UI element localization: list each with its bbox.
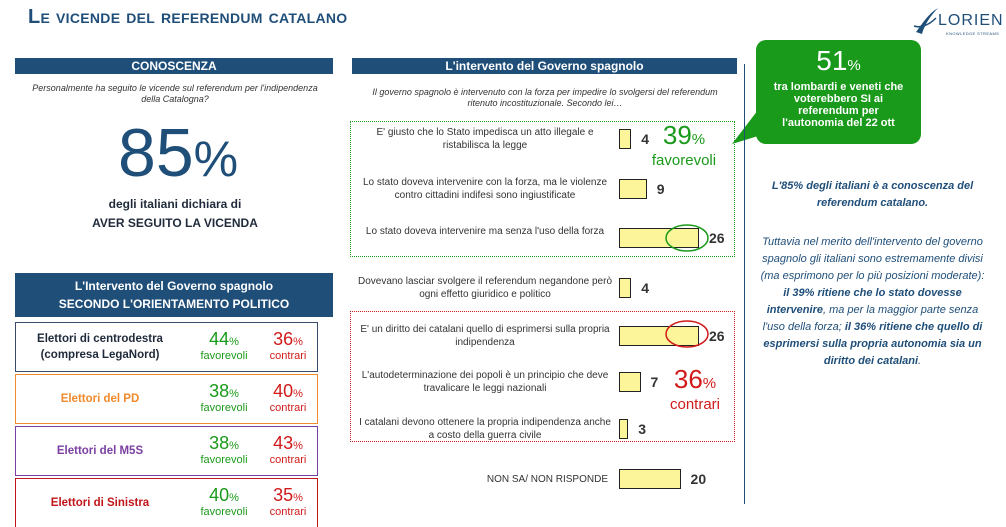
politics-con: 36% contrari (260, 332, 316, 363)
politics-con-value: 40 (273, 381, 294, 401)
favorable-total-value: 39 (662, 120, 692, 150)
contrary-total: 36% contrari (660, 370, 730, 414)
intervention-question: Il governo spagnolo è intervenuto con la forza per impedire lo svolgersi del referendum ritenuto incostituzionale. Secondo lei… (372, 87, 718, 108)
chart-bar (619, 372, 641, 392)
chart-value-label: 20 (690, 471, 707, 487)
chart-category-label: Lo stato doveva intervenire ma senza l'uso della forza (365, 226, 605, 237)
logo-tagline: KNOWLEDGE STREAMS (946, 31, 1000, 36)
politics-con: 43% contrari (260, 436, 316, 467)
chart-value-label: 4 (641, 280, 650, 296)
chart-category-label: NON SA/ NON RISPONDE (486, 474, 608, 485)
politics-row (15, 478, 318, 527)
politics-con-value: 35 (273, 485, 294, 505)
politics-fav-value: 38 (209, 381, 230, 401)
knowledge-question: Personalmente ha seguito le vicende sul referendum per l'indipendenza della Catalogna? (32, 83, 318, 104)
divider-line (744, 64, 745, 504)
contrary-total-label: contrari (669, 396, 721, 413)
politics-fav: 40% favorevoli (194, 488, 254, 519)
chart-category-label: E' giusto che lo Stato impedisca un atto illegale e ristabilisca la legge (376, 127, 594, 151)
politics-header-line2: SECONDO L'ORIENTAMENTO POLITICO (58, 297, 290, 311)
politics-row-label: Elettori di Sinistra (50, 497, 150, 509)
politics-con-value: 36 (273, 329, 294, 349)
politics-header (15, 273, 333, 317)
knowledge-caption (30, 195, 320, 233)
politics-fav: 38% favorevoli (194, 436, 254, 467)
summary-text: Tuttavia nel merito dell'intervento del governo spagnolo gli italiani sono estremamente divisi (ma esprimono per lo più posizioni moderate): il 39% ritiene che lo stato dovesse intervenire, ma per la maggior parte senza l'uso della forza; il 36% ritiene che quello di esprimersi sulla propria autonomia sia un diritto dei catalani. (760, 236, 985, 367)
politics-fav: 44% favorevoli (194, 332, 254, 363)
chart-value-label: 7 (650, 374, 659, 390)
knowledge-pct: % (193, 131, 239, 187)
politics-row-label: Elettori del PD (60, 393, 140, 405)
politics-fav: 38% favorevoli (194, 384, 254, 415)
summary-headline: L'85% degli italiani è a conoscenza del referendum catalano. (771, 180, 974, 209)
politics-row (15, 426, 318, 476)
chart-bar (619, 179, 647, 199)
chart-bar (619, 469, 681, 489)
politics-header-line1: L'Intervento del Governo spagnolo (74, 279, 274, 293)
knowledge-line1: degli italiani dichiara di (108, 197, 242, 211)
knowledge-value (118, 115, 318, 194)
politics-con: 40% contrari (260, 384, 316, 415)
politics-fav-value: 38 (209, 433, 230, 453)
knowledge-number: 85 (118, 115, 194, 191)
favorable-total: 39% favorevoli (638, 126, 730, 170)
chart-value-label: 9 (656, 181, 665, 197)
politics-row-label: Elettori di centrodestra (compresa LegaNord) (37, 333, 163, 361)
page-title: Le vicende del referendum catalano (28, 6, 348, 28)
chart-value-label: 26 (709, 230, 725, 246)
politics-con-label: contrari (269, 506, 307, 518)
favorable-total-label: favorevoli (651, 152, 717, 169)
chart-category-label: E' un diritto dei catalani quello di esprimersi sulla propria indipendenza (360, 324, 610, 348)
chart-category-label: Dovevano lasciar svolgere il referendum negandone però ogni effetto giuridico e politico (357, 276, 613, 300)
knowledge-header: CONOSCENZA (15, 58, 333, 74)
chart-category-label: Lo stato doveva intervenire con la forza, ma le violenze contro cittadini indifesi sono ingiustificate (362, 177, 608, 201)
highlight-ellipse-red (665, 319, 711, 349)
intervention-header: L'intervento del Governo spagnolo (352, 58, 737, 74)
chart-bar (619, 278, 631, 298)
chart-value-label: 3 (638, 421, 647, 437)
chart-category-label: I catalani devono ottenere la propria indipendenza anche a costo della guerra civile (359, 417, 611, 441)
chart-category-label: L'autodeterminazione dei popoli è un principio che deve travalicare le leggi nazionali (361, 370, 609, 394)
politics-row (15, 374, 318, 424)
politics-con-label: contrari (269, 350, 307, 362)
politics-fav-label: favorevoli (200, 454, 248, 466)
politics-con: 35% contrari (260, 488, 316, 519)
highlight-ellipse-green (665, 223, 711, 253)
politics-row (15, 322, 318, 372)
chart-bar (619, 419, 628, 439)
politics-fav-label: favorevoli (200, 350, 248, 362)
callout-value: 51% (816, 45, 861, 76)
politics-row-label: Elettori del M5S (56, 445, 144, 457)
chart-value-label: 4 (641, 131, 650, 147)
chart-bar (619, 129, 631, 149)
lorien-logo (912, 4, 1004, 40)
callout-pointer (728, 110, 762, 150)
politics-fav-value: 40 (209, 485, 230, 505)
knowledge-line2: AVER SEGUITO LA VICENDA (92, 216, 258, 230)
politics-fav-label: favorevoli (200, 402, 248, 414)
politics-con-label: contrari (269, 402, 307, 414)
callout-box (756, 40, 921, 144)
chart-value-label: 26 (709, 328, 725, 344)
contrary-total-value: 36 (673, 364, 703, 394)
politics-con-value: 43 (273, 433, 294, 453)
politics-fav-value: 44 (209, 329, 230, 349)
politics-fav-label: favorevoli (200, 506, 248, 518)
politics-con-label: contrari (269, 454, 307, 466)
logo-name: LORIEN (938, 12, 1004, 29)
callout-text: tra lombardi e veneti che voterebbero SI ai referendum per l'autonomia del 22 ott (773, 81, 904, 129)
